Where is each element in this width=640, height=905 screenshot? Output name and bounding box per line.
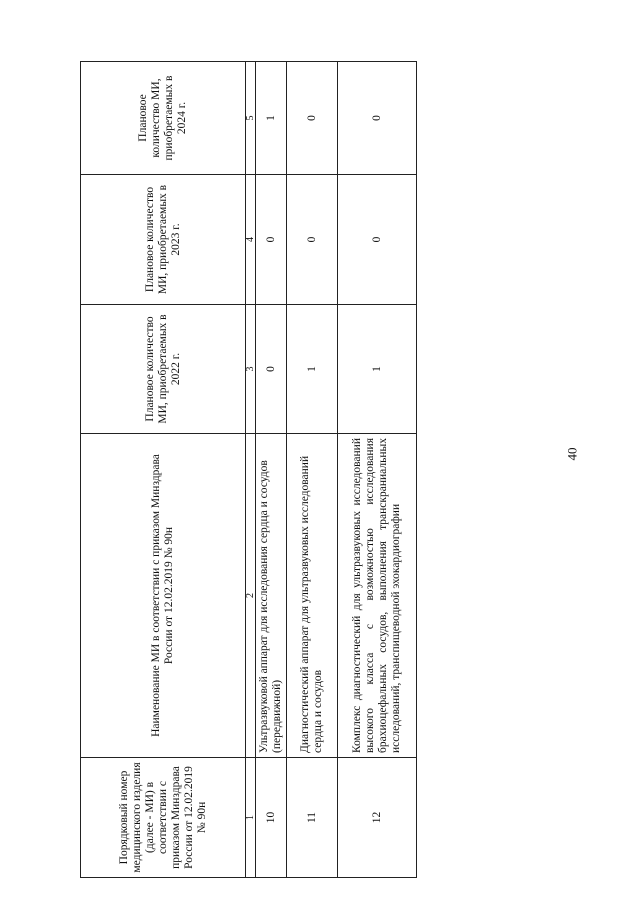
row-number: 10 [256,758,287,878]
qty-2022: 1 [338,305,417,434]
qty-2024: 0 [287,62,338,175]
column-number: 4 [246,175,256,305]
column-number-row [246,62,256,878]
row-number: 11 [287,758,338,878]
header-qty-2024: Плановое количество МИ, приобретаемых в 2024 г. [81,62,246,175]
column-number: 1 [246,758,256,878]
medical-devices-table [80,61,417,878]
qty-2023: 0 [338,175,417,305]
rotated-table-container [80,62,436,878]
qty-2024: 1 [256,62,287,175]
qty-2023: 0 [256,175,287,305]
qty-2022: 0 [256,305,287,434]
table-row [338,62,417,878]
table-row [287,62,338,878]
header-device-name: Наименование МИ в соответствии с приказом Минздрава России от 12.02.2019 № 90н [81,434,246,758]
row-number: 12 [338,758,417,878]
qty-2023: 0 [287,175,338,305]
qty-2022: 1 [287,305,338,434]
table-row [256,62,287,878]
device-name: Комплекс диагностический для ультразвуковых исследований высокого класса с возможностью исследования брахиоцефальных сосудов, выполнения транскраниальных исследований, транспищеводной эхокардиографии [338,434,417,758]
column-number: 3 [246,305,256,434]
header-qty-2023: Плановое количество МИ, приобретаемых в 2023 г. [81,175,246,305]
device-name: Диагностический аппарат для ультразвуковых исследований сердца и сосудов [287,434,338,758]
table-header-row [81,62,246,878]
column-number: 5 [246,62,256,175]
device-name: Ультразвуковой аппарат для исследования сердца и сосудов (передвижной) [256,434,287,758]
header-device-number: Порядковый номер медицинского изделия (далее - МИ) в соответствии с приказом Минздрава России от 12.02.2019 № 90н [81,758,246,878]
column-number: 2 [246,434,256,758]
qty-2024: 0 [338,62,417,175]
page-number: 40 [564,447,580,461]
header-qty-2022: Плановое количество МИ, приобретаемых в 2022 г. [81,305,246,434]
